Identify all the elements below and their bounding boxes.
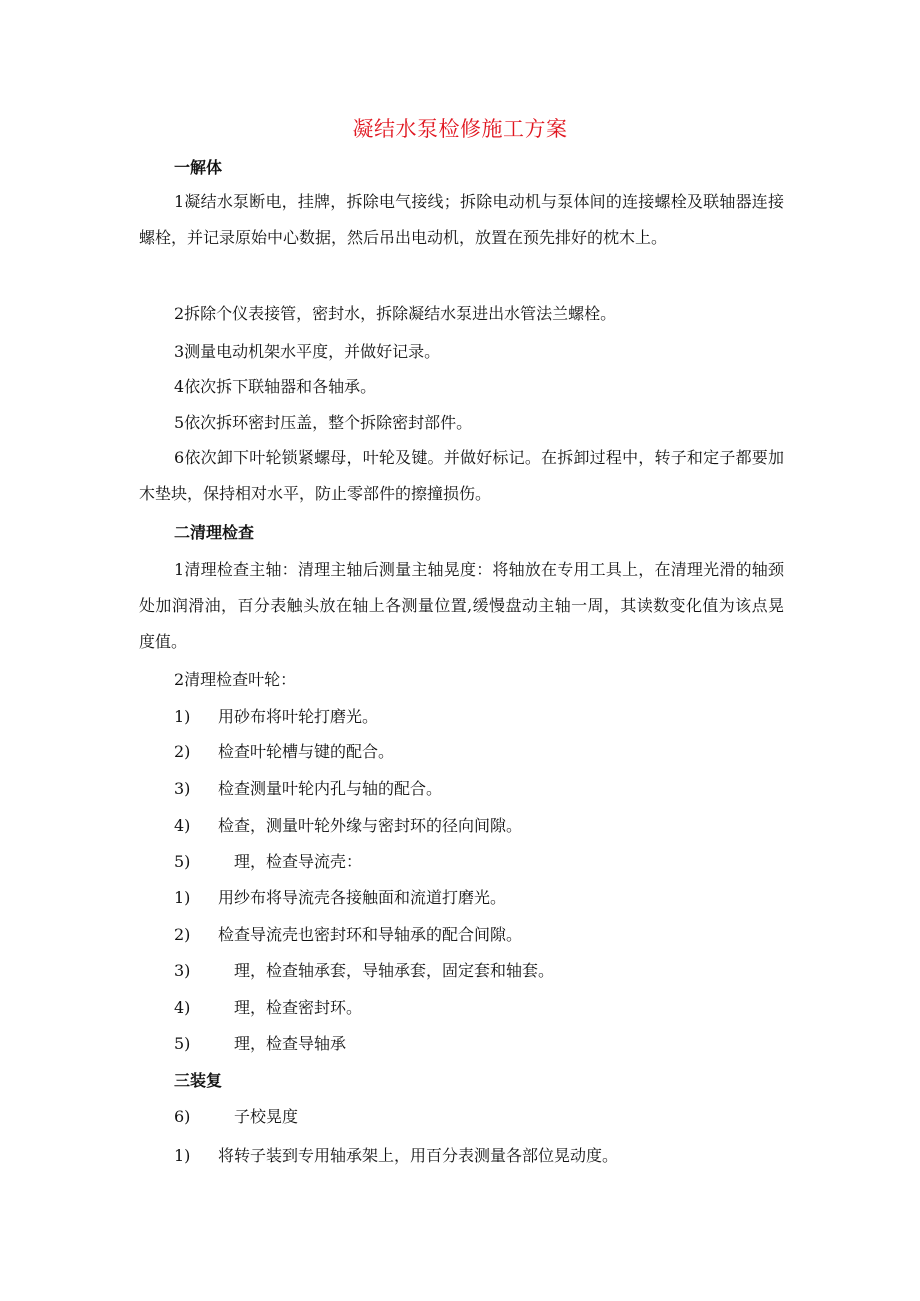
list-number: 4) xyxy=(174,816,191,835)
section-heading-disassembly: 一解体 xyxy=(174,158,223,177)
list-text: 理，检查导流壳： xyxy=(234,852,363,871)
list-text: 理，检查密封环。 xyxy=(234,998,363,1017)
list-text: 检查叶轮槽与键的配合。 xyxy=(218,742,395,761)
list-number: 1) xyxy=(174,888,191,907)
list-number: 5) xyxy=(174,1034,191,1053)
paragraph: 6依次卸下叶轮锁紧螺母，叶轮及键。并做好标记。在拆卸过程中，转子和定子都要加木垫块，保持相对水平，防止零部件的擦撞损伤。 xyxy=(139,448,784,503)
section-heading-cleaning-inspection: 二清理检查 xyxy=(174,523,255,542)
list-number: 1) xyxy=(174,707,191,726)
paragraph: 4依次拆下联轴器和各轴承。 xyxy=(174,377,377,396)
list-number: 3) xyxy=(174,779,191,798)
paragraph: 3测量电动机架水平度，并做好记录。 xyxy=(174,342,441,361)
list-item xyxy=(174,741,394,763)
list-item xyxy=(174,815,522,837)
list-number: 1) xyxy=(174,1146,191,1165)
list-number: 2) xyxy=(174,925,191,944)
list-item xyxy=(174,997,362,1019)
list-number: 3) xyxy=(174,961,191,980)
list-item xyxy=(174,1033,346,1055)
list-item xyxy=(174,1106,298,1128)
list-text: 理，检查轴承套，导轴承套，固定套和轴套。 xyxy=(234,961,555,980)
paragraph: 1清理检查主轴：清理主轴后测量主轴晃度：将轴放在专用工具上，在清理光滑的轴颈处加润滑油，百分表触头放在轴上各测量位置,缓慢盘动主轴一周，其读数变化值为该点晃度值。 xyxy=(139,560,784,651)
paragraph: 1凝结水泵断电，挂牌，拆除电气接线；拆除电动机与泵体间的连接螺栓及联轴器连接螺栓，并记录原始中心数据，然后吊出电动机，放置在预先排好的枕木上。 xyxy=(139,192,784,247)
list-item xyxy=(174,778,442,800)
document-title: 凝结水泵检修施工方案 xyxy=(352,117,568,141)
paragraph: 2拆除个仪表接管，密封水，拆除凝结水泵进出水管法兰螺栓。 xyxy=(174,304,617,323)
section-heading-reassembly: 三装复 xyxy=(174,1071,223,1090)
list-text: 子校晃度 xyxy=(234,1107,299,1126)
list-text: 用纱布将导流壳各接触面和流道打磨光。 xyxy=(218,888,507,907)
list-item xyxy=(174,706,378,728)
list-text: 检查测量叶轮内孔与轴的配合。 xyxy=(218,779,443,798)
list-item xyxy=(174,887,506,909)
list-item xyxy=(174,924,522,946)
list-number: 6) xyxy=(174,1107,191,1126)
list-number: 5) xyxy=(174,852,191,871)
list-text: 理，检查导轴承 xyxy=(234,1034,347,1053)
list-text: 检查，测量叶轮外缘与密封环的径向间隙。 xyxy=(218,816,523,835)
paragraph: 5依次拆环密封压盖，整个拆除密封部件。 xyxy=(174,413,473,432)
list-number: 4) xyxy=(174,998,191,1017)
list-text: 用砂布将叶轮打磨光。 xyxy=(218,707,379,726)
list-item xyxy=(174,851,362,873)
list-item xyxy=(174,960,554,982)
list-text: 检查导流壳也密封环和导轴承的配合间隙。 xyxy=(218,925,523,944)
paragraph: 2清理检查叶轮： xyxy=(174,670,297,689)
list-text: 将转子装到专用轴承架上，用百分表测量各部位晃动度。 xyxy=(218,1146,619,1165)
list-number: 2) xyxy=(174,742,191,761)
list-item xyxy=(174,1145,618,1167)
